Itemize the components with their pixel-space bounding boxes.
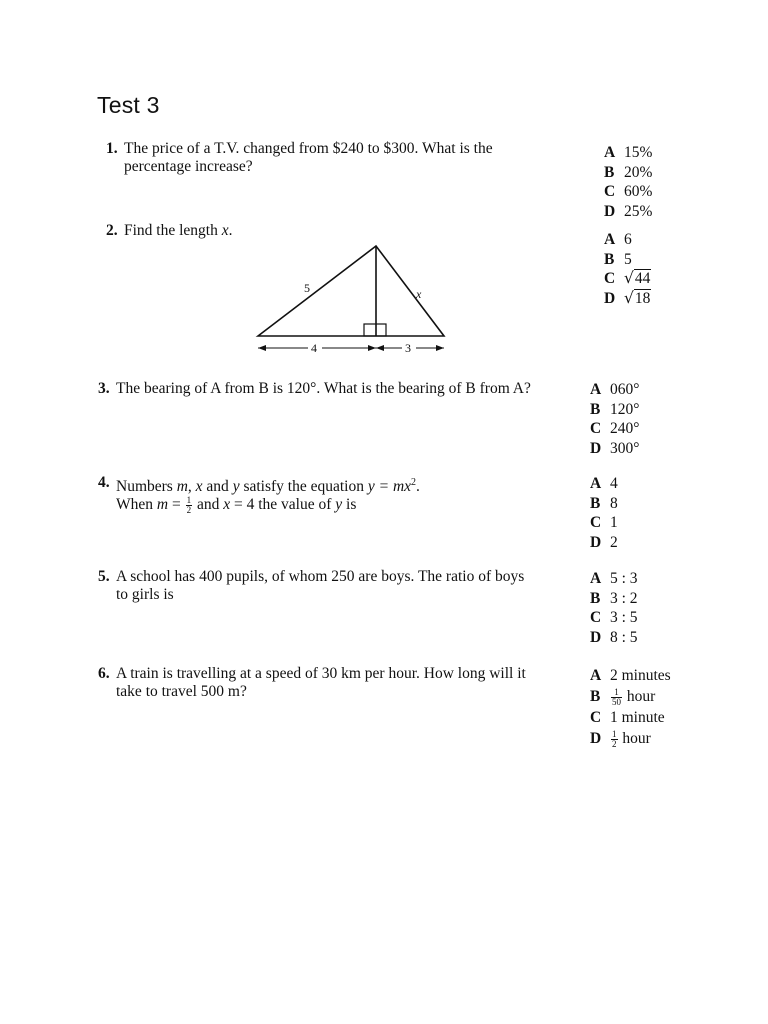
right-angle-marker [364,324,386,336]
option-b[interactable]: B 120° [590,400,640,418]
option-b[interactable]: B 5 [604,250,632,268]
question-number: 1. [106,140,118,157]
fraction: $\frac{1}{2}$ [186,495,192,516]
options-q2 [604,230,651,308]
question-line: A school has 400 pupils, of whom 250 are boys. The ratio of boys [116,568,525,585]
square-root-icon: √ [624,269,634,287]
base-left-label: 4 [311,341,317,355]
question-number: 6. [98,665,110,682]
option-c[interactable]: C 240° [590,420,640,437]
question-text: Find the length x. [124,222,233,239]
option-d[interactable]: D 25% [604,202,653,220]
question-line: to girls is [116,586,174,603]
question-line: take to travel 500 m? [116,683,247,700]
option-c[interactable]: C 3 : 5 [590,609,638,626]
fraction: $\frac{1}{50}$ [612,686,621,707]
options-q3 [590,380,639,458]
question-text [116,665,568,701]
question-line: When m = $\frac{1}{2}$ and x = 4 the value of y is [116,495,357,516]
option-a[interactable]: A 060° [590,381,640,398]
option-b[interactable]: B 20% [604,163,653,181]
question-number: 5. [98,568,110,585]
option-c[interactable]: C 1 [590,514,618,531]
fraction: $\frac{1}{2}$ [612,728,617,749]
question-number: 3. [98,380,110,397]
option-d[interactable]: D $\frac{1}{2}$ hour [590,728,651,749]
base-dimension-left [258,345,376,351]
options-q5 [590,569,638,647]
left-side-label: 5 [304,281,310,295]
option-c[interactable]: C 60% [604,183,653,200]
question-number: 4. [98,474,110,491]
question-1 [106,140,576,176]
option-a[interactable]: A 15% [604,144,653,161]
option-d[interactable]: D 300° [590,439,640,457]
option-d[interactable]: D 2 [590,533,618,551]
question-6 [98,665,568,701]
right-side-label: x [416,287,422,301]
options-q1 [604,143,652,221]
option-c[interactable]: C √44 [604,269,651,287]
question-4 [98,474,568,515]
question-line: Numbers m, x and y satisfy the equation $y = mx^2$. [116,477,420,496]
question-line: The price of a T.V. changed from $240 to $300. What is the [124,140,493,157]
question-line: A train is travelling at a speed of 30 km per hour. How long will it [116,665,526,682]
option-b[interactable]: B $\frac{1}{50}$ hour [590,686,656,707]
base-right-label: 3 [405,341,411,355]
option-a[interactable]: A 6 [604,231,632,248]
option-a[interactable]: A 5 : 3 [590,570,638,587]
question-3 [98,380,568,398]
question-line: percentage increase? [124,158,253,175]
option-d[interactable]: D √18 [604,288,651,307]
option-a[interactable]: A 2 minutes [590,667,671,684]
option-b[interactable]: B 8 [590,494,618,512]
option-a[interactable]: A 4 [590,475,618,492]
question-text: The bearing of A from B is 120°. What is the bearing of B from A? [116,380,531,397]
page-title: Test 3 [97,92,160,118]
square-root-icon: √ [624,288,634,307]
question-number: 2. [106,222,118,239]
question-text [116,568,568,604]
options-q6 [590,665,671,749]
options-q4 [590,474,618,552]
triangle-diagram [250,236,460,360]
option-d[interactable]: D 8 : 5 [590,628,638,646]
option-b[interactable]: B 3 : 2 [590,589,638,607]
question-text [124,140,576,176]
option-c[interactable]: C 1 minute [590,709,665,726]
question-5 [98,568,568,604]
question-text [116,474,568,515]
